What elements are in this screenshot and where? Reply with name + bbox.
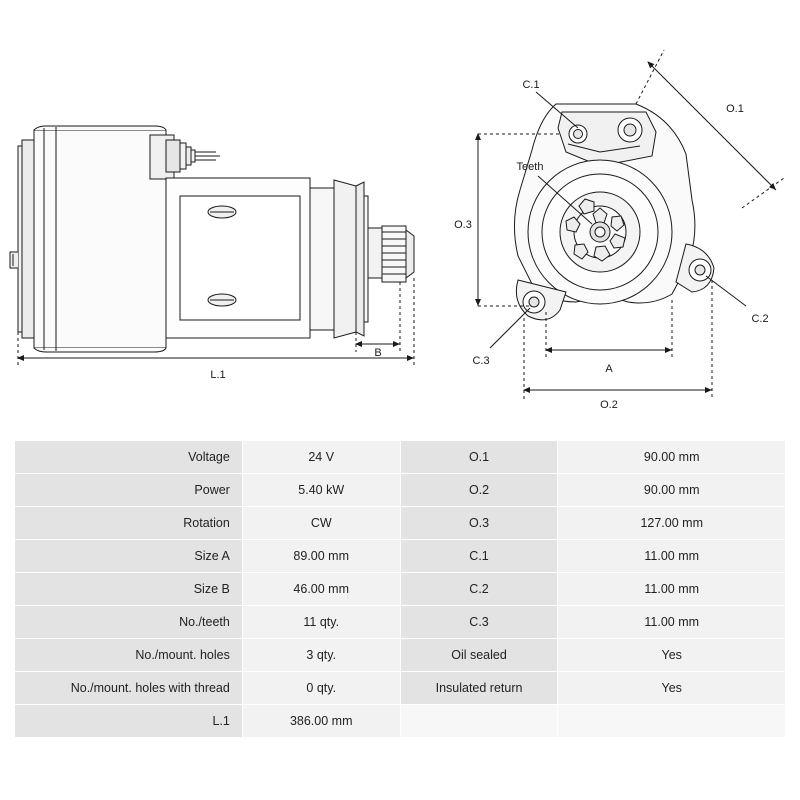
spec-label-left: No./mount. holes (15, 639, 243, 672)
spec-label-left: L.1 (15, 705, 243, 738)
spec-label-right: C.2 (400, 573, 558, 606)
label-b: B (374, 347, 382, 359)
spec-value-left: 11 qty. (242, 606, 400, 639)
spec-value-left: 24 V (242, 441, 400, 474)
spec-value-left: 386.00 mm (242, 705, 400, 738)
spec-label-right: C.3 (400, 606, 558, 639)
spec-label-left: Voltage (15, 441, 243, 474)
front-view-group (514, 104, 714, 320)
label-c1: C.1 (522, 79, 540, 91)
spec-label-left: Rotation (15, 507, 243, 540)
spec-label-left: Size B (15, 573, 243, 606)
label-o1: O.1 (726, 103, 744, 115)
label-a: A (605, 363, 613, 375)
spec-value-right: 11.00 mm (558, 573, 786, 606)
spec-value-right: 127.00 mm (558, 507, 786, 540)
spec-label-right: O.1 (400, 441, 558, 474)
spec-label-right (400, 705, 558, 738)
label-teeth: Teeth (516, 161, 544, 173)
spec-label-left: No./mount. holes with thread (15, 672, 243, 705)
spec-label-right: Insulated return (400, 672, 558, 705)
table-row (15, 606, 786, 639)
table-row (15, 672, 786, 705)
table-row (15, 540, 786, 573)
spec-label-right: O.3 (400, 507, 558, 540)
spec-value-left: 3 qty. (242, 639, 400, 672)
spec-table-body (15, 441, 786, 738)
label-o3: O.3 (454, 219, 472, 231)
side-view-group (10, 126, 414, 352)
spec-value-right: Yes (558, 639, 786, 672)
specifications-table (14, 440, 786, 738)
spec-value-left: 89.00 mm (242, 540, 400, 573)
spec-value-right: 11.00 mm (558, 606, 786, 639)
spec-value-right: 90.00 mm (558, 441, 786, 474)
spec-label-left: Power (15, 474, 243, 507)
table-row (15, 441, 786, 474)
spec-value-right: 11.00 mm (558, 540, 786, 573)
spec-value-left: CW (242, 507, 400, 540)
leader-c2 (706, 276, 746, 306)
spec-label-left: No./teeth (15, 606, 243, 639)
spec-label-right: O.2 (400, 474, 558, 507)
spec-value-left: 46.00 mm (242, 573, 400, 606)
table-row (15, 573, 786, 606)
spec-value-right: 90.00 mm (558, 474, 786, 507)
spec-value-right: Yes (558, 672, 786, 705)
label-l1: L.1 (210, 369, 226, 381)
table-row (15, 639, 786, 672)
spec-value-left: 5.40 kW (242, 474, 400, 507)
spec-value-left: 0 qty. (242, 672, 400, 705)
label-c2: C.2 (751, 313, 769, 325)
table-row (15, 705, 786, 738)
spec-label-left: Size A (15, 540, 243, 573)
label-c3: C.3 (472, 355, 490, 367)
table-row (15, 474, 786, 507)
spec-label-right: C.1 (400, 540, 558, 573)
spec-value-right (558, 705, 786, 738)
label-o2: O.2 (600, 399, 618, 411)
table-row (15, 507, 786, 540)
dim-a (546, 300, 672, 360)
spec-label-right: Oil sealed (400, 639, 558, 672)
